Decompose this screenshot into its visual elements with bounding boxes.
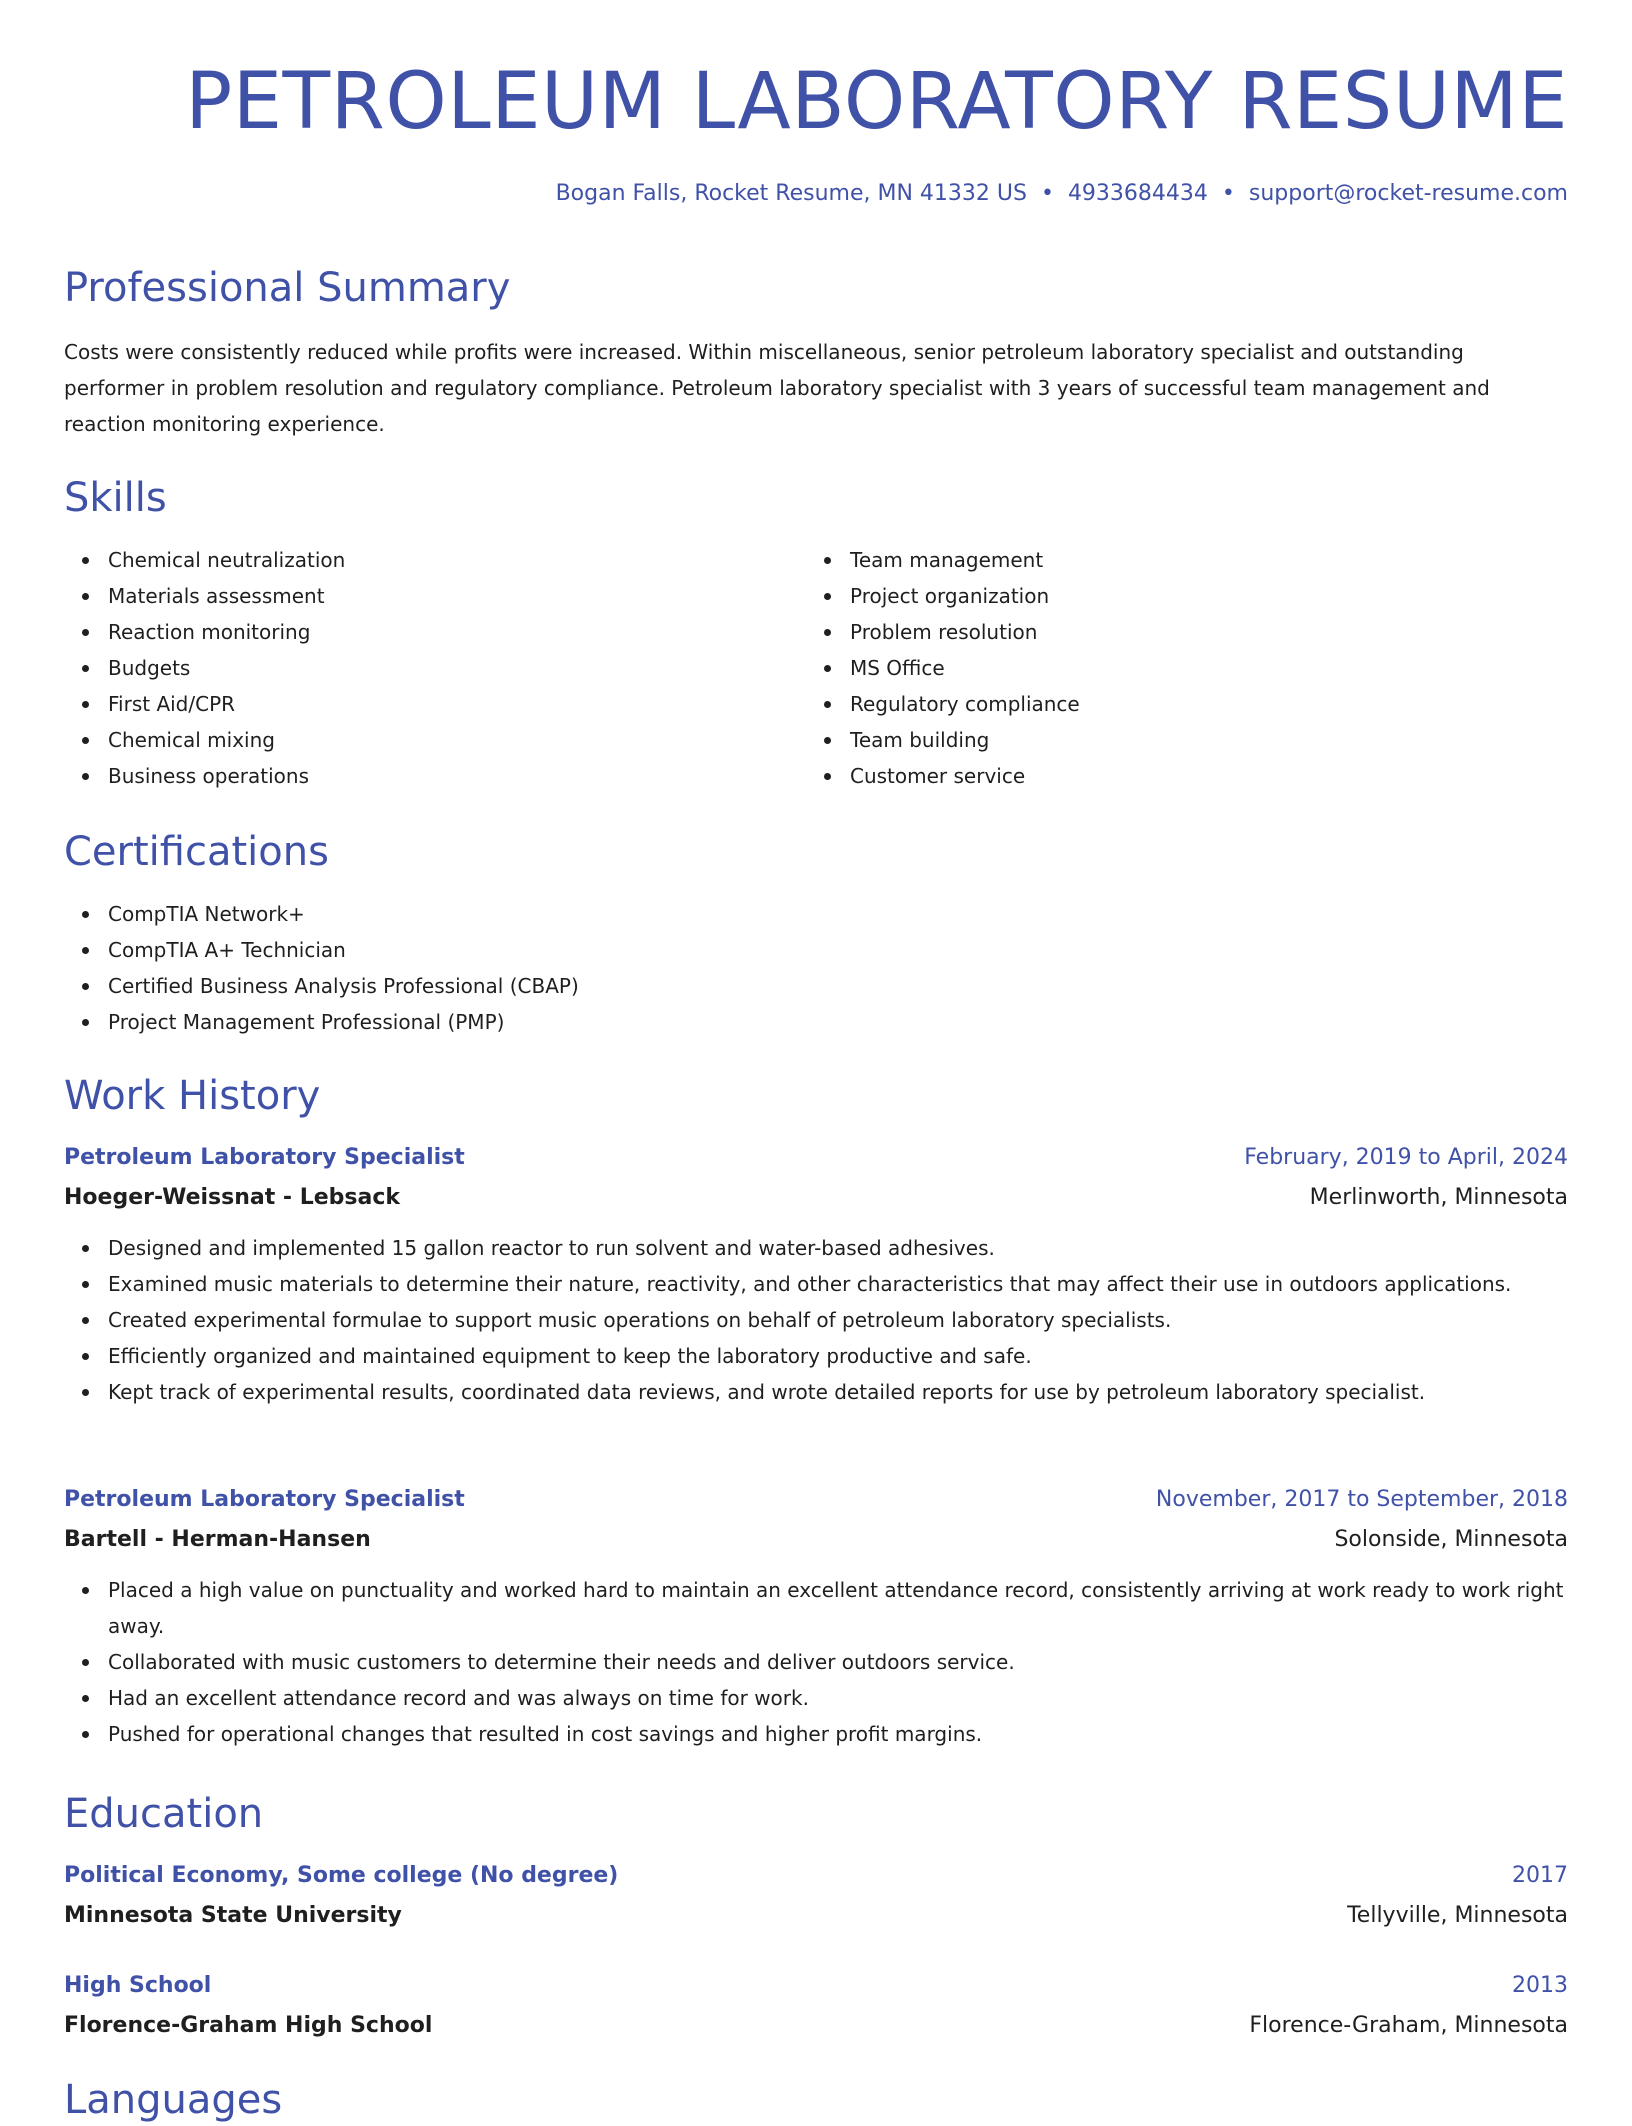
job-bullet: Efficiently organized and maintained equipment to keep the laboratory productive and safe. [108, 1338, 1568, 1374]
job-bullet: Pushed for operational changes that resulted in cost savings and higher profit margins. [108, 1716, 1568, 1752]
job-dates: February, 2019 to April, 2024 [1244, 1145, 1568, 1170]
job-bullet: Created experimental formulae to support music operations on behalf of petroleum laboratory specialists. [108, 1302, 1568, 1338]
job-title: Petroleum Laboratory Specialist [64, 1487, 465, 1512]
skill-item: Customer service [850, 758, 1548, 794]
summary-heading: Professional Summary [64, 265, 511, 311]
work-history-heading: Work History [64, 1073, 321, 1119]
certification-item: CompTIA Network+ [108, 896, 1568, 932]
certification-item: Certified Business Analysis Professional (CBAP) [108, 968, 1568, 1004]
education-degree: Political Economy, Some college (No degree) [64, 1863, 619, 1888]
certifications-list [64, 896, 1568, 1040]
job-company: Bartell - Herman-Hansen [64, 1527, 371, 1552]
skill-item: Materials assessment [108, 578, 806, 614]
contact-separator: • [1221, 181, 1235, 206]
job-bullets [64, 1230, 1568, 1410]
job-bullet: Placed a high value on punctuality and worked hard to maintain an excellent attendance record, consistently arriving at work ready to work right away. [108, 1572, 1568, 1644]
job-dates: November, 2017 to September, 2018 [1155, 1487, 1568, 1512]
certification-item: CompTIA A+ Technician [108, 932, 1568, 968]
job-bullets [64, 1572, 1568, 1752]
job-title: Petroleum Laboratory Specialist [64, 1145, 465, 1170]
job-bullet: Collaborated with music customers to determine their needs and deliver outdoors service. [108, 1644, 1568, 1680]
education-heading: Education [64, 1791, 264, 1837]
resume-page [64, 0, 1568, 2123]
certifications-heading: Certifications [64, 829, 329, 875]
skills-column-right [806, 542, 1548, 794]
job-entry [64, 1480, 1568, 1752]
skills-column-left [64, 542, 806, 794]
skills-list [64, 542, 1568, 794]
job-location: Merlinworth, Minnesota [1309, 1185, 1568, 1210]
education-location: Tellyville, Minnesota [1347, 1903, 1568, 1928]
contact-email: support@rocket-resume.com [1248, 181, 1568, 206]
resume-title: PETROLEUM LABORATORY RESUME [185, 57, 1568, 147]
skill-item: First Aid/CPR [108, 686, 806, 722]
education-school: Florence-Graham High School [64, 2013, 433, 2038]
contact-phone: 4933684434 [1067, 181, 1208, 206]
skill-item: Team management [850, 542, 1548, 578]
skill-item: MS Office [850, 650, 1548, 686]
skills-heading: Skills [64, 475, 167, 521]
contact-line [64, 178, 1568, 210]
skill-item: Project organization [850, 578, 1548, 614]
education-year: 2013 [1512, 1973, 1568, 1998]
skill-item: Reaction monitoring [108, 614, 806, 650]
skill-item: Budgets [108, 650, 806, 686]
job-bullet: Examined music materials to determine their nature, reactivity, and other characteristics that may affect their use in outdoors applications. [108, 1266, 1568, 1302]
education-entry [64, 1856, 1568, 1936]
job-location: Solonside, Minnesota [1334, 1527, 1568, 1552]
job-company: Hoeger-Weissnat - Lebsack [64, 1185, 401, 1210]
skill-item: Team building [850, 722, 1548, 758]
education-entry [64, 1966, 1568, 2046]
summary-text: Costs were consistently reduced while profits were increased. Within miscellaneous, senior petroleum laboratory specialist and outstanding performer in problem resolution and regulatory compliance. Petroleum laboratory specialist with 3 years of successful team management and reaction monitoring experience. [64, 340, 1490, 436]
job-entry [64, 1138, 1568, 1410]
skill-item: Chemical mixing [108, 722, 806, 758]
education-school: Minnesota State University [64, 1903, 402, 1928]
certification-item: Project Management Professional (PMP) [108, 1004, 1568, 1040]
education-year: 2017 [1512, 1863, 1568, 1888]
job-bullet: Kept track of experimental results, coordinated data reviews, and wrote detailed reports for use by petroleum laboratory specialist. [108, 1374, 1568, 1410]
job-bullet: Designed and implemented 15 gallon reactor to run solvent and water-based adhesives. [108, 1230, 1568, 1266]
skill-item: Chemical neutralization [108, 542, 806, 578]
skill-item: Business operations [108, 758, 806, 794]
skill-item: Regulatory compliance [850, 686, 1548, 722]
contact-address: Bogan Falls, Rocket Resume, MN 41332 US [555, 181, 1027, 206]
education-location: Florence-Graham, Minnesota [1249, 2013, 1568, 2038]
contact-separator: • [1040, 181, 1054, 206]
languages-heading: Languages [64, 2077, 283, 2123]
job-bullet: Had an excellent attendance record and was always on time for work. [108, 1680, 1568, 1716]
skill-item: Problem resolution [850, 614, 1548, 650]
education-degree: High School [64, 1973, 212, 1998]
